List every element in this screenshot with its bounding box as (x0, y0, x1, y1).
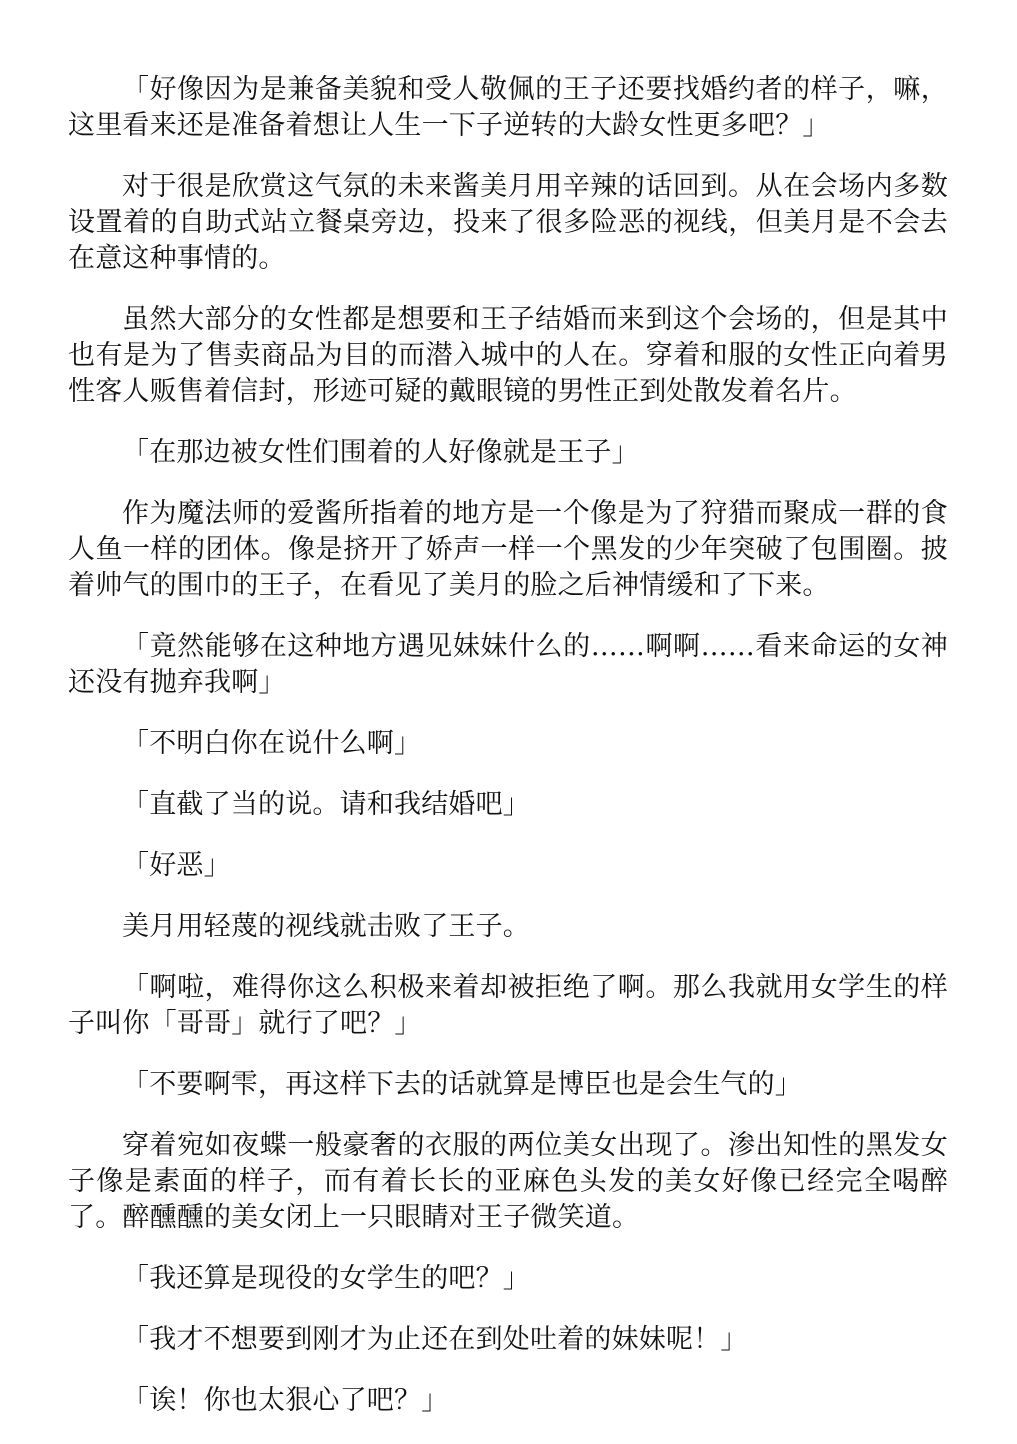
paragraph: 「啊啦，难得你这么积极来着却被拒绝了啊。那么我就用女学生的样子叫你「哥哥」就行了吧？」 (68, 972, 948, 1039)
paragraph: 「不要啊雫，再这样下去的话就算是博臣也是会生气的」 (122, 1069, 802, 1100)
paragraph: 「我还算是现役的女学生的吧？」 (122, 1263, 530, 1294)
paragraph: 「好恶」 (122, 850, 231, 881)
document-page (68, 72, 948, 1444)
paragraph: 美月用轻蔑的视线就击败了王子。 (122, 911, 530, 942)
paragraph: 穿着宛如夜蝶一般豪奢的衣服的两位美女出现了。渗出知性的黑发女子像是素面的样子，而有着长长的亚麻色头发的美女好像已经完全喝醉了。醉醺醺的美女闭上一只眼睛对王子微笑道。 (68, 1130, 948, 1233)
paragraph: 「诶！你也太狠心了吧？」 (122, 1385, 449, 1416)
paragraph: 虽然大部分的女性都是想要和王子结婚而来到这个会场的，但是其中也有是为了售卖商品为目的而潜入城中的人在。穿着和服的女性正向着男性客人贩售着信封，形迹可疑的戴眼镜的男性正到处散发着名片。 (68, 304, 948, 407)
paragraph: 「在那边被女性们围着的人好像就是王子」 (122, 437, 639, 468)
paragraph: 「直截了当的说。请和我结婚吧」 (122, 789, 530, 820)
paragraph: 「好像因为是兼备美貌和受人敬佩的王子还要找婚约者的样子，嘛，这里看来还是准备着想让人生一下子逆转的大龄女性更多吧？」 (68, 74, 948, 141)
paragraph: 对于很是欣赏这气氛的未来酱美月用辛辣的话回到。从在会场内多数设置着的自助式站立餐桌旁边，投来了很多险恶的视线，但美月是不会去在意这种事情的。 (68, 171, 948, 274)
paragraph: 「不明白你在说什么啊」 (122, 728, 422, 759)
paragraph: 「我才不想要到刚才为止还在到处吐着的妹妹呢！」 (122, 1324, 748, 1355)
paragraph: 作为魔法师的爱酱所指着的地方是一个像是为了狩猎而聚成一群的食人鱼一样的团体。像是挤开了娇声一样一个黑发的少年突破了包围圈。披着帅气的围巾的王子，在看见了美月的脸之后神情缓和了下来。 (68, 498, 948, 601)
paragraph: 「竟然能够在这种地方遇见妹妹什么的……啊啊……看来命运的女神还没有抛弃我啊」 (68, 631, 948, 698)
